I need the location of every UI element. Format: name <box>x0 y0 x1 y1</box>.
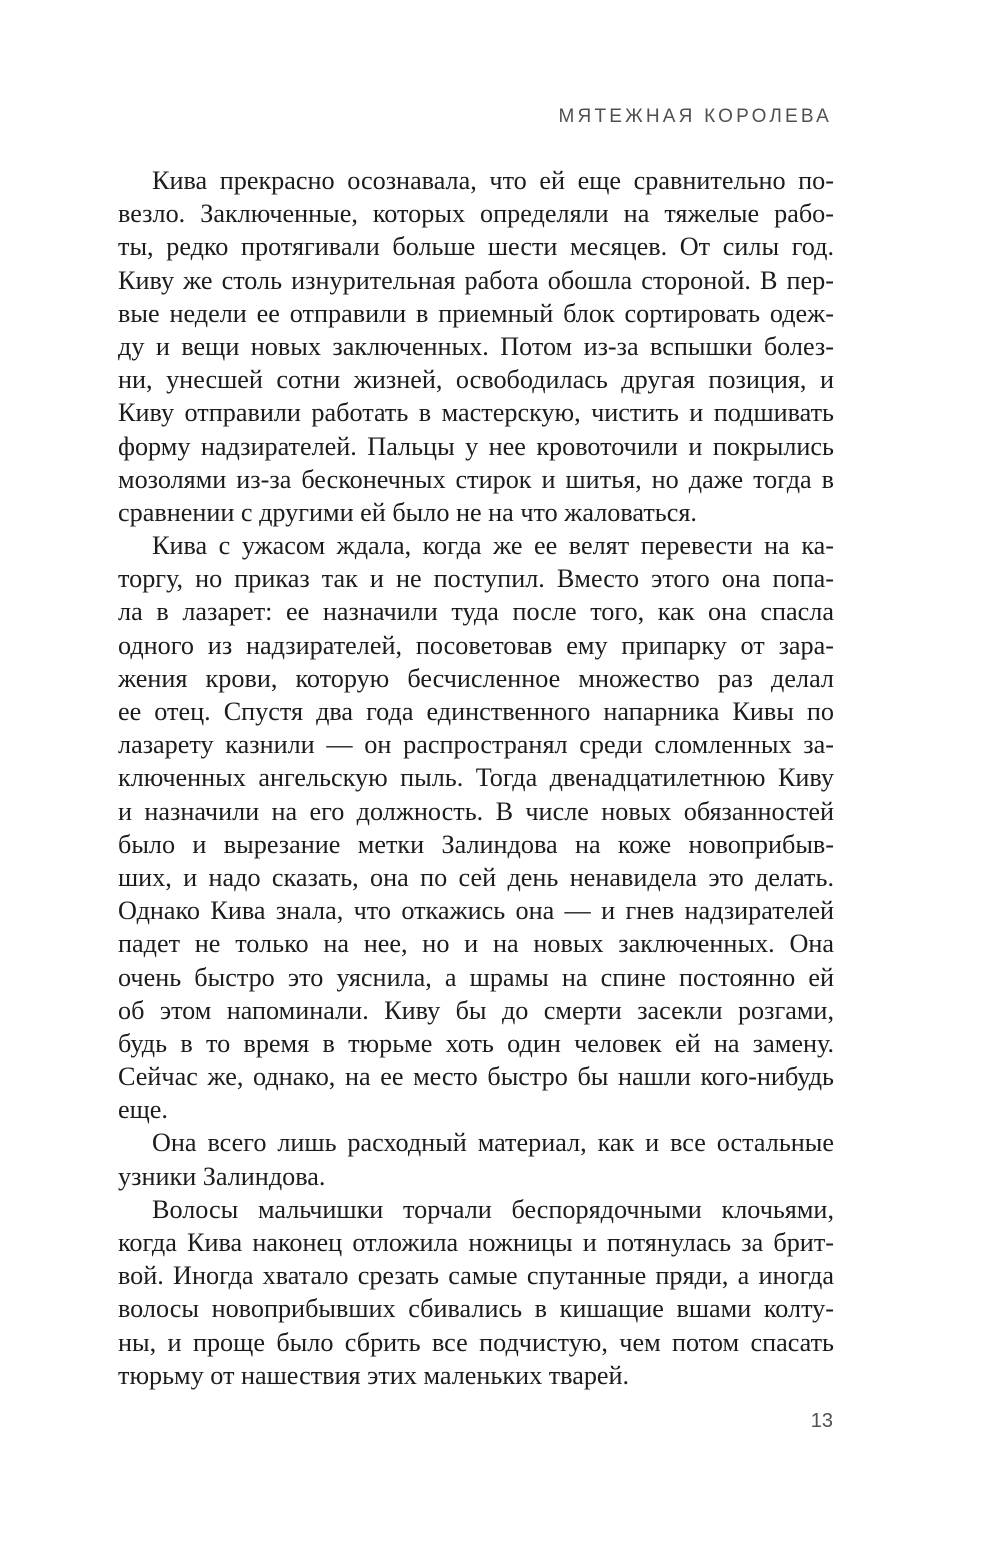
text-line: лазарету казнили — он распространял среди сломленных за- <box>118 730 834 760</box>
paragraph <box>118 529 834 1126</box>
text-line: ее отец. Спустя два года единственного напарника Кивы по <box>118 697 834 726</box>
text-line: ны, и проще было сбрить все подчистую, чем потом спасать <box>118 1327 834 1357</box>
text-line: жения крови, которую бесчисленное множество раз делал <box>118 663 834 693</box>
running-header: МЯТЕЖНАЯ КОРОЛЕВА <box>558 106 832 127</box>
text-line: волосы новоприбывших сбивались в кишащие вшами колту- <box>118 1294 834 1324</box>
text-line: было и вырезание метки Залиндова на коже новоприбыв- <box>118 829 834 859</box>
text-line: Киву же столь изнурительная работа обошла стороной. В пер- <box>118 265 834 295</box>
text-line: ла в лазарет: ее назначили туда после того, как она спасла <box>118 597 834 627</box>
paragraph <box>118 164 834 529</box>
text-line: сравнении с другими ей было не на что жаловаться. <box>118 497 697 527</box>
text-line: мозолями из-за бесконечных стирок и шитья, но даже тогда в <box>118 464 834 494</box>
text-line: вой. Иногда хватало срезать самые спутанные пряди, а иногда <box>118 1261 834 1291</box>
text-line: об этом напоминали. Киву бы до смерти засекли розгами, <box>118 995 834 1025</box>
text-line: Кива прекрасно осознавала, что ей еще сравнительно по- <box>152 166 834 195</box>
text-line: падет не только на нее, но и на новых заключенных. Она <box>118 929 834 959</box>
text-line: Кива с ужасом ждала, когда же ее велят перевести на ка- <box>152 531 834 561</box>
text-line: Сейчас же, однако, на ее место быстро бы нашли кого-нибудь <box>118 1062 834 1092</box>
text-line: будь в то время в тюрьме хоть один человек ей на замену. <box>118 1028 834 1058</box>
text-line: и назначили на его должность. В числе новых обязанностей <box>118 796 834 826</box>
paragraph <box>118 1193 834 1392</box>
text-line: еще. <box>118 1095 168 1125</box>
text-line: когда Кива наконец отложила ножницы и потянулась за брит- <box>118 1228 834 1257</box>
text-line: Однако Кива знала, что откажись она — и гнев надзирателей <box>118 896 834 926</box>
text-line: Волосы мальчишки торчали беспорядочными клочьями, <box>152 1194 834 1224</box>
body-text <box>118 164 834 1392</box>
page-number: 13 <box>810 1410 833 1432</box>
text-line: ключенных ангельскую пыль. Тогда двенадцатилетнюю Киву <box>118 763 834 793</box>
text-line: ших, и надо сказать, она по сей день ненавидела это делать. <box>118 862 834 892</box>
text-line: одного из надзирателей, посоветовав ему припарку от зара- <box>118 630 834 660</box>
text-line: Киву отправили работать в мастерскую, чистить и подшивать <box>118 398 834 428</box>
text-line: Она всего лишь расходный материал, как и все остальные <box>152 1128 834 1158</box>
text-line: ду и вещи новых заключенных. Потом из-за вспышки болез- <box>118 331 834 361</box>
text-line: везло. Заключенные, которых определяли на тяжелые рабо- <box>118 199 834 229</box>
text-line: ни, унесшей сотни жизней, освободилась другая позиция, и <box>118 365 834 395</box>
text-line: ты, редко протягивали больше шести месяцев. От силы год. <box>118 232 834 262</box>
text-line: торгу, но приказ так и не поступил. Вместо этого она попа- <box>118 564 834 594</box>
text-line: тюрьму от нашествия этих маленьких тварей. <box>118 1360 630 1390</box>
text-line: форму надзирателей. Пальцы у нее кровоточили и покрылись <box>118 431 834 461</box>
paragraph <box>118 1126 834 1192</box>
text-line: очень быстро это уяснила, а шрамы на спине постоянно ей <box>118 962 834 992</box>
text-line: вые недели ее отправили в приемный блок сортировать одеж- <box>118 298 834 328</box>
text-line: узники Залиндова. <box>118 1161 326 1191</box>
